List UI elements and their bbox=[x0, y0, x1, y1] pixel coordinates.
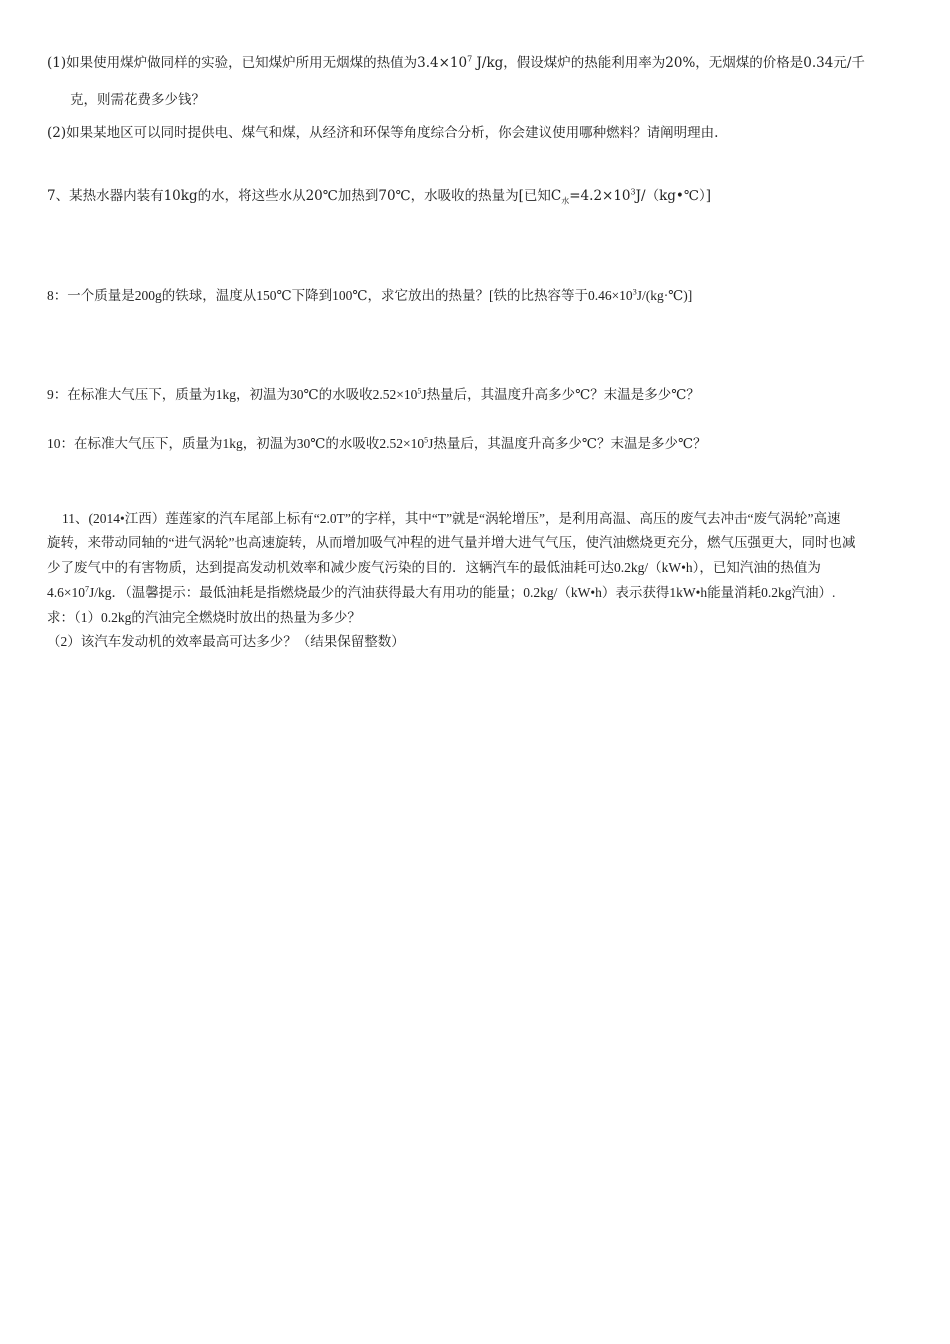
q9-text-a: 9：在标准大气压下，质量为1kg，初温为30℃的水吸收2.52×10 bbox=[47, 387, 418, 402]
q10-exponent: 5 bbox=[424, 435, 429, 445]
q11-line4-a: 4.6×10 bbox=[47, 585, 85, 600]
q7-subscript: 水 bbox=[561, 196, 570, 206]
q6-part2: (2)如果某地区可以同时提供电、煤气和煤，从经济和环保等角度综合分析，你会建议使用哪种燃料？请阐明理由. bbox=[47, 125, 719, 141]
q10-text-b: J热量后，其温度升高多少℃？末温是多少℃？ bbox=[428, 436, 707, 451]
q7 bbox=[47, 188, 711, 204]
q7-text-c: J/（kg•℃）] bbox=[635, 188, 711, 204]
q11-line6: （2）该汽车发动机的效率最高可达多少？（结果保留整数） bbox=[47, 634, 405, 649]
q11-line1: 11、(2014•江西）莲莲家的汽车尾部上标有“2.0T”的字样，其中“T”就是“涡轮增压”，是利用高温、高压的废气去冲击“废气涡轮”高速 bbox=[62, 511, 841, 526]
q8-text-a: 8：一个质量是200g的铁球，温度从150℃下降到100℃，求它放出的热量？[铁的比热容等于0.46×10 bbox=[47, 288, 633, 303]
q9-exponent: 5 bbox=[417, 386, 422, 396]
q7-exponent: 3 bbox=[630, 187, 636, 197]
q11-exponent: 7 bbox=[85, 584, 89, 594]
q6-part1-line2: 克，则需花费多少钱？ bbox=[70, 92, 205, 108]
q9 bbox=[47, 387, 700, 403]
q6-part1-text-end: J/kg，假设煤炉的热能利用率为20%，无烟煤的价格是0.34元/千 bbox=[472, 55, 865, 71]
q8-exponent: 3 bbox=[632, 287, 637, 297]
q7-text-a: 7、某热水器内装有10kg的水，将这些水从20℃加热到70℃，水吸收的热量为[已知C bbox=[47, 188, 562, 204]
q6-part1-exponent: 7 bbox=[467, 54, 473, 64]
q7-text-b: =4.2×10 bbox=[569, 188, 631, 204]
q11-line4-b: J/kg．（温馨提示：最低油耗是指燃烧最少的汽油获得最大有用功的能量；0.2kg/（kW•h）表示获得1kW•h能量消耗0.2kg汽油）. bbox=[89, 585, 836, 600]
q10-text-a: 10：在标准大气压下，质量为1kg，初温为30℃的水吸收2.52×10 bbox=[47, 436, 425, 451]
q8-text-b: J/(kg·℃)] bbox=[636, 288, 693, 303]
q11-line3: 少了废气中的有害物质，达到提高发动机效率和减少废气污染的目的．这辆汽车的最低油耗可达0.2kg/（kW•h），已知汽油的热值为 bbox=[47, 560, 821, 575]
q8 bbox=[47, 288, 692, 304]
q6-part1-line1 bbox=[47, 55, 865, 71]
q11-line5: 求：（1）0.2kg的汽油完全燃烧时放出的热量为多少？ bbox=[47, 610, 361, 625]
q11-line2: 旋转，来带动同轴的“进气涡轮”也高速旋转，从而增加吸气冲程的进气量并增大进气气压，使汽油燃烧更充分，燃气压强更大，同时也减 bbox=[47, 535, 856, 550]
q9-text-b: J热量后，其温度升高多少℃？末温是多少℃？ bbox=[421, 387, 700, 402]
q6-part1-text: (1)如果使用煤炉做同样的实验，已知煤炉所用无烟煤的热值为3.4×10 bbox=[47, 55, 468, 71]
q10 bbox=[47, 436, 707, 452]
q11-line4 bbox=[47, 585, 835, 601]
